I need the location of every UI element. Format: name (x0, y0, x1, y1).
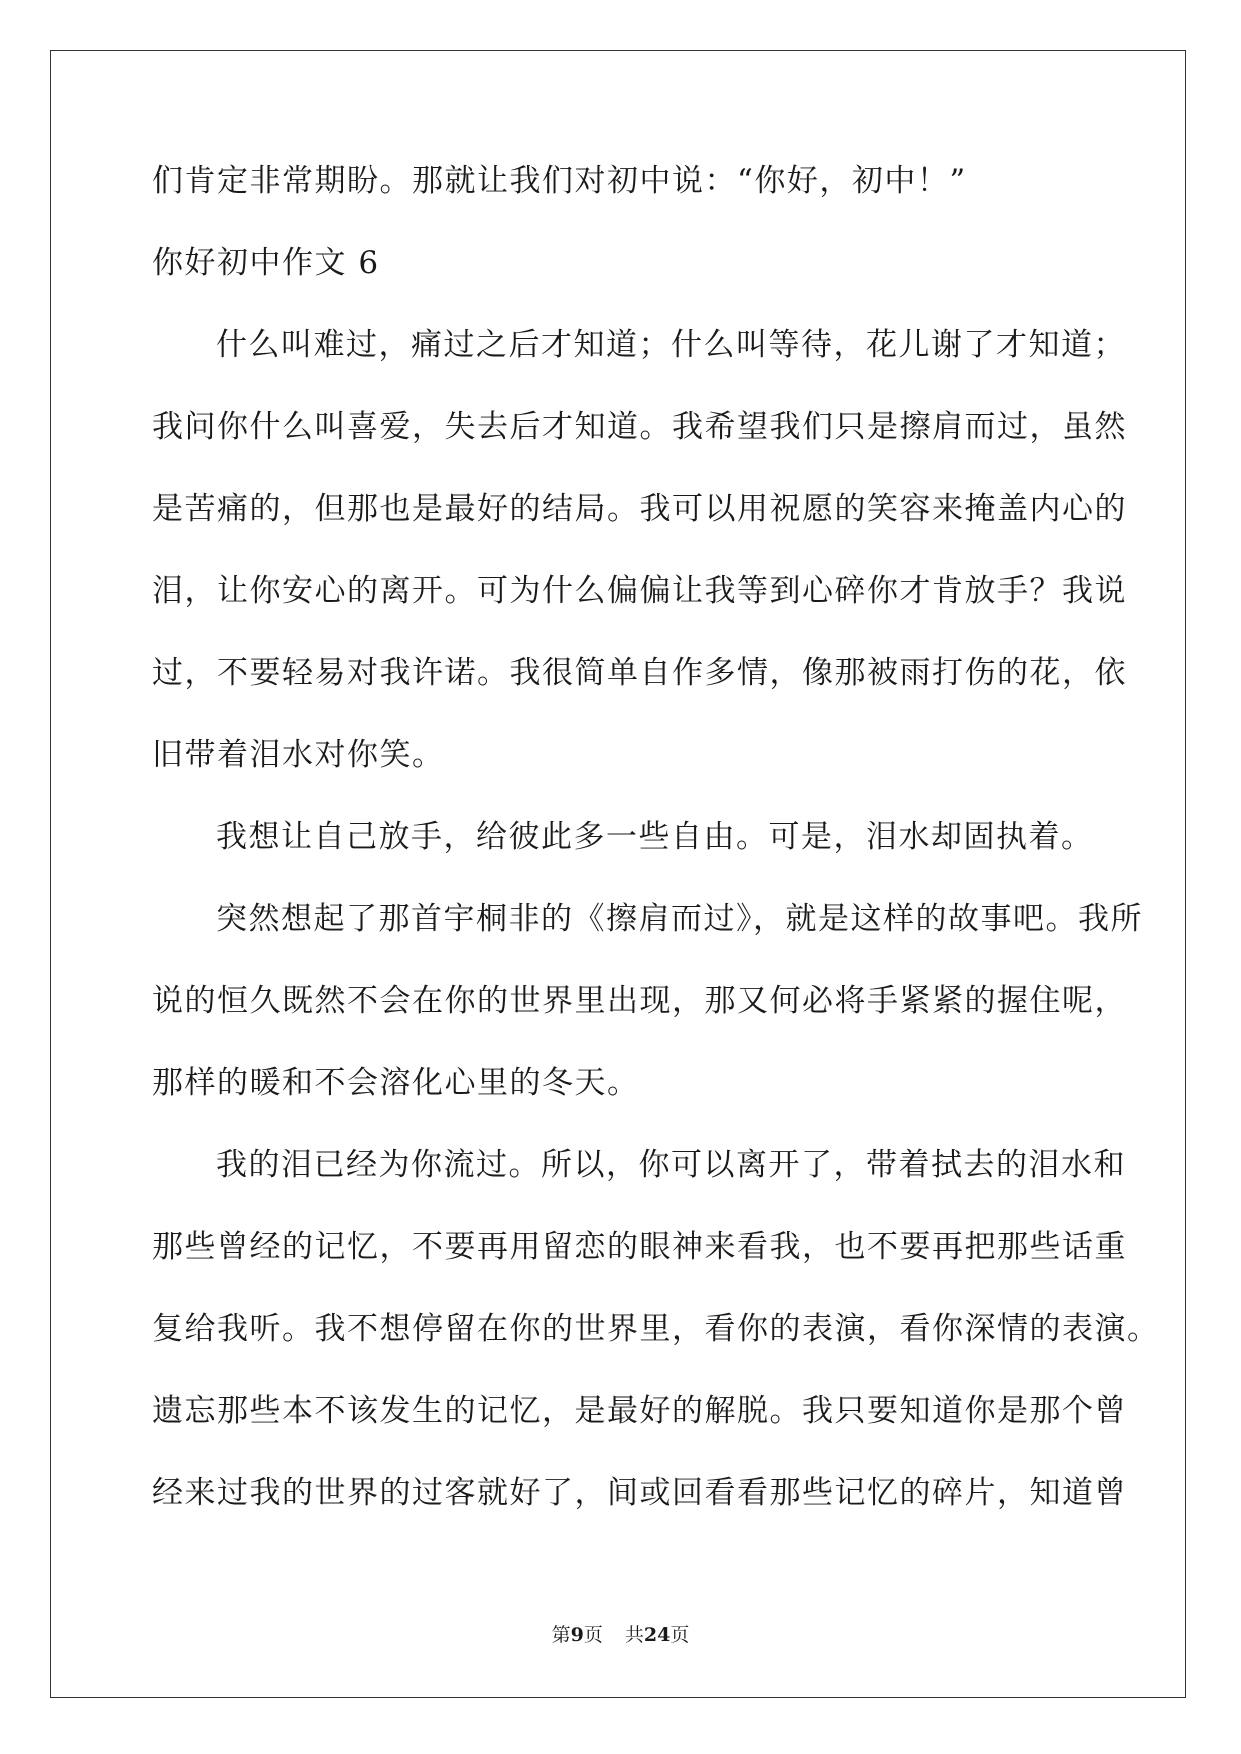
section-heading: 你好初中作文 6 (152, 245, 380, 281)
text-line: 那些曾经的记忆，不要再用留恋的眼神来看我，也不要再把那些话重 (152, 1229, 1127, 1265)
text-line: 复给我听。我不想停留在你的世界里，看你的表演，看你深情的表演。 (152, 1311, 1160, 1347)
page-prefix: 第 (551, 1624, 571, 1646)
paragraph-start-line: 什么叫难过，痛过之后才知道；什么叫等待，花儿谢了才知道； (216, 327, 1126, 363)
text-line: 那样的暖和不会溶化心里的冬天。 (152, 1065, 640, 1101)
text-line: 是苦痛的，但那也是最好的结局。我可以用祝愿的笑容来掩盖内心的 (152, 491, 1127, 527)
text-line: 遗忘那些本不该发生的记忆，是最好的解脱。我只要知道你是那个曾 (152, 1393, 1127, 1429)
text-line: 经来过我的世界的过客就好了，间或回看看那些记忆的碎片，知道曾 (152, 1475, 1127, 1511)
text-line: 过，不要轻易对我许诺。我很简单自作多情，像那被雨打伤的花，依 (152, 655, 1127, 691)
total-suffix: 页 (670, 1624, 690, 1646)
text-line: 我问你什么叫喜爱，失去后才知道。我希望我们只是擦肩而过，虽然 (152, 409, 1127, 445)
paragraph-start-line: 突然想起了那首宇桐非的《擦肩而过》，就是这样的故事吧。我所 (216, 901, 1143, 937)
page-suffix: 页 (583, 1624, 603, 1646)
text-line: 们肯定非常期盼。那就让我们对初中说：“你好，初中！” (152, 163, 967, 199)
total-prefix: 共 (624, 1624, 644, 1646)
total-pages: 24 (643, 1624, 671, 1646)
paragraph-start-line: 我的泪已经为你流过。所以，你可以离开了，带着拭去的泪水和 (216, 1147, 1126, 1183)
document-body (152, 140, 1160, 1534)
paragraph-start-line: 我想让自己放手，给彼此多一些自由。可是，泪水却固执着。 (216, 819, 1094, 855)
text-line: 说的恒久既然不会在你的世界里出现，那又何必将手紧紧的握住呢， (152, 983, 1127, 1019)
page-footer (0, 1620, 1241, 1647)
text-line: 旧带着泪水对你笑。 (152, 737, 445, 773)
page-number: 9 (570, 1624, 584, 1646)
text-line: 泪，让你安心的离开。可为什么偏偏让我等到心碎你才肯放手？我说 (152, 573, 1127, 609)
